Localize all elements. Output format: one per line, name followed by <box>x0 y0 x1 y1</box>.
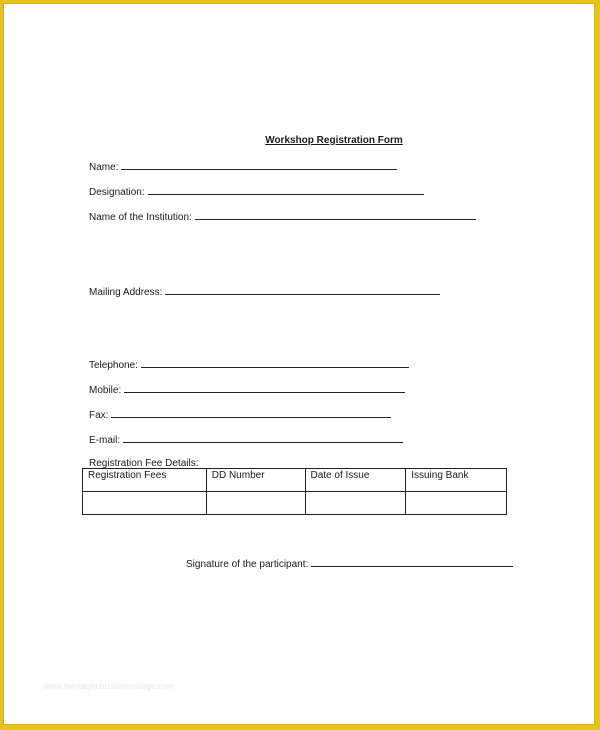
document-page <box>3 3 595 725</box>
fee-header-registration-fees: Registration Fees <box>83 469 207 492</box>
email-field <box>89 434 403 446</box>
name-blank-line[interactable] <box>121 161 397 170</box>
fee-cell-issuing-bank[interactable] <box>406 492 507 515</box>
fee-details-label: Registration Fee Details: <box>89 458 199 469</box>
signature-field <box>186 558 513 570</box>
watermark: www.heritagechristiancollege.com <box>44 682 175 691</box>
designation-field <box>89 186 424 198</box>
fax-label: Fax: <box>89 410 109 421</box>
fee-header-date-of-issue: Date of Issue <box>305 469 406 492</box>
fee-table <box>82 468 507 515</box>
telephone-label: Telephone: <box>89 360 138 371</box>
institution-label: Name of the Institution: <box>89 212 192 223</box>
mailing-address-blank-line[interactable] <box>165 286 440 295</box>
name-label: Name: <box>89 162 119 173</box>
fee-cell-date-of-issue[interactable] <box>305 492 406 515</box>
telephone-blank-line[interactable] <box>141 359 409 368</box>
name-field <box>89 161 397 173</box>
designation-label: Designation: <box>89 187 145 198</box>
mobile-label: Mobile: <box>89 385 122 396</box>
form-title: Workshop Registration Form <box>265 135 403 146</box>
mobile-blank-line[interactable] <box>124 384 405 393</box>
fee-cell-dd-number[interactable] <box>206 492 305 515</box>
mailing-address-field <box>89 286 440 298</box>
fee-header-issuing-bank: Issuing Bank <box>406 469 507 492</box>
institution-field <box>89 211 476 223</box>
telephone-field <box>89 359 409 371</box>
email-blank-line[interactable] <box>123 434 403 443</box>
mailing-address-label: Mailing Address: <box>89 287 163 298</box>
signature-blank-line[interactable] <box>311 558 513 567</box>
signature-label: Signature of the participant: <box>186 559 309 570</box>
email-label: E-mail: <box>89 435 121 446</box>
designation-blank-line[interactable] <box>148 186 424 195</box>
fax-field <box>89 409 391 421</box>
fax-blank-line[interactable] <box>111 409 391 418</box>
fee-table-header-row <box>83 469 507 492</box>
table-row <box>83 492 507 515</box>
institution-blank-line[interactable] <box>195 211 476 220</box>
mobile-field <box>89 384 405 396</box>
fee-header-dd-number: DD Number <box>206 469 305 492</box>
fee-cell-registration-fees[interactable] <box>83 492 207 515</box>
